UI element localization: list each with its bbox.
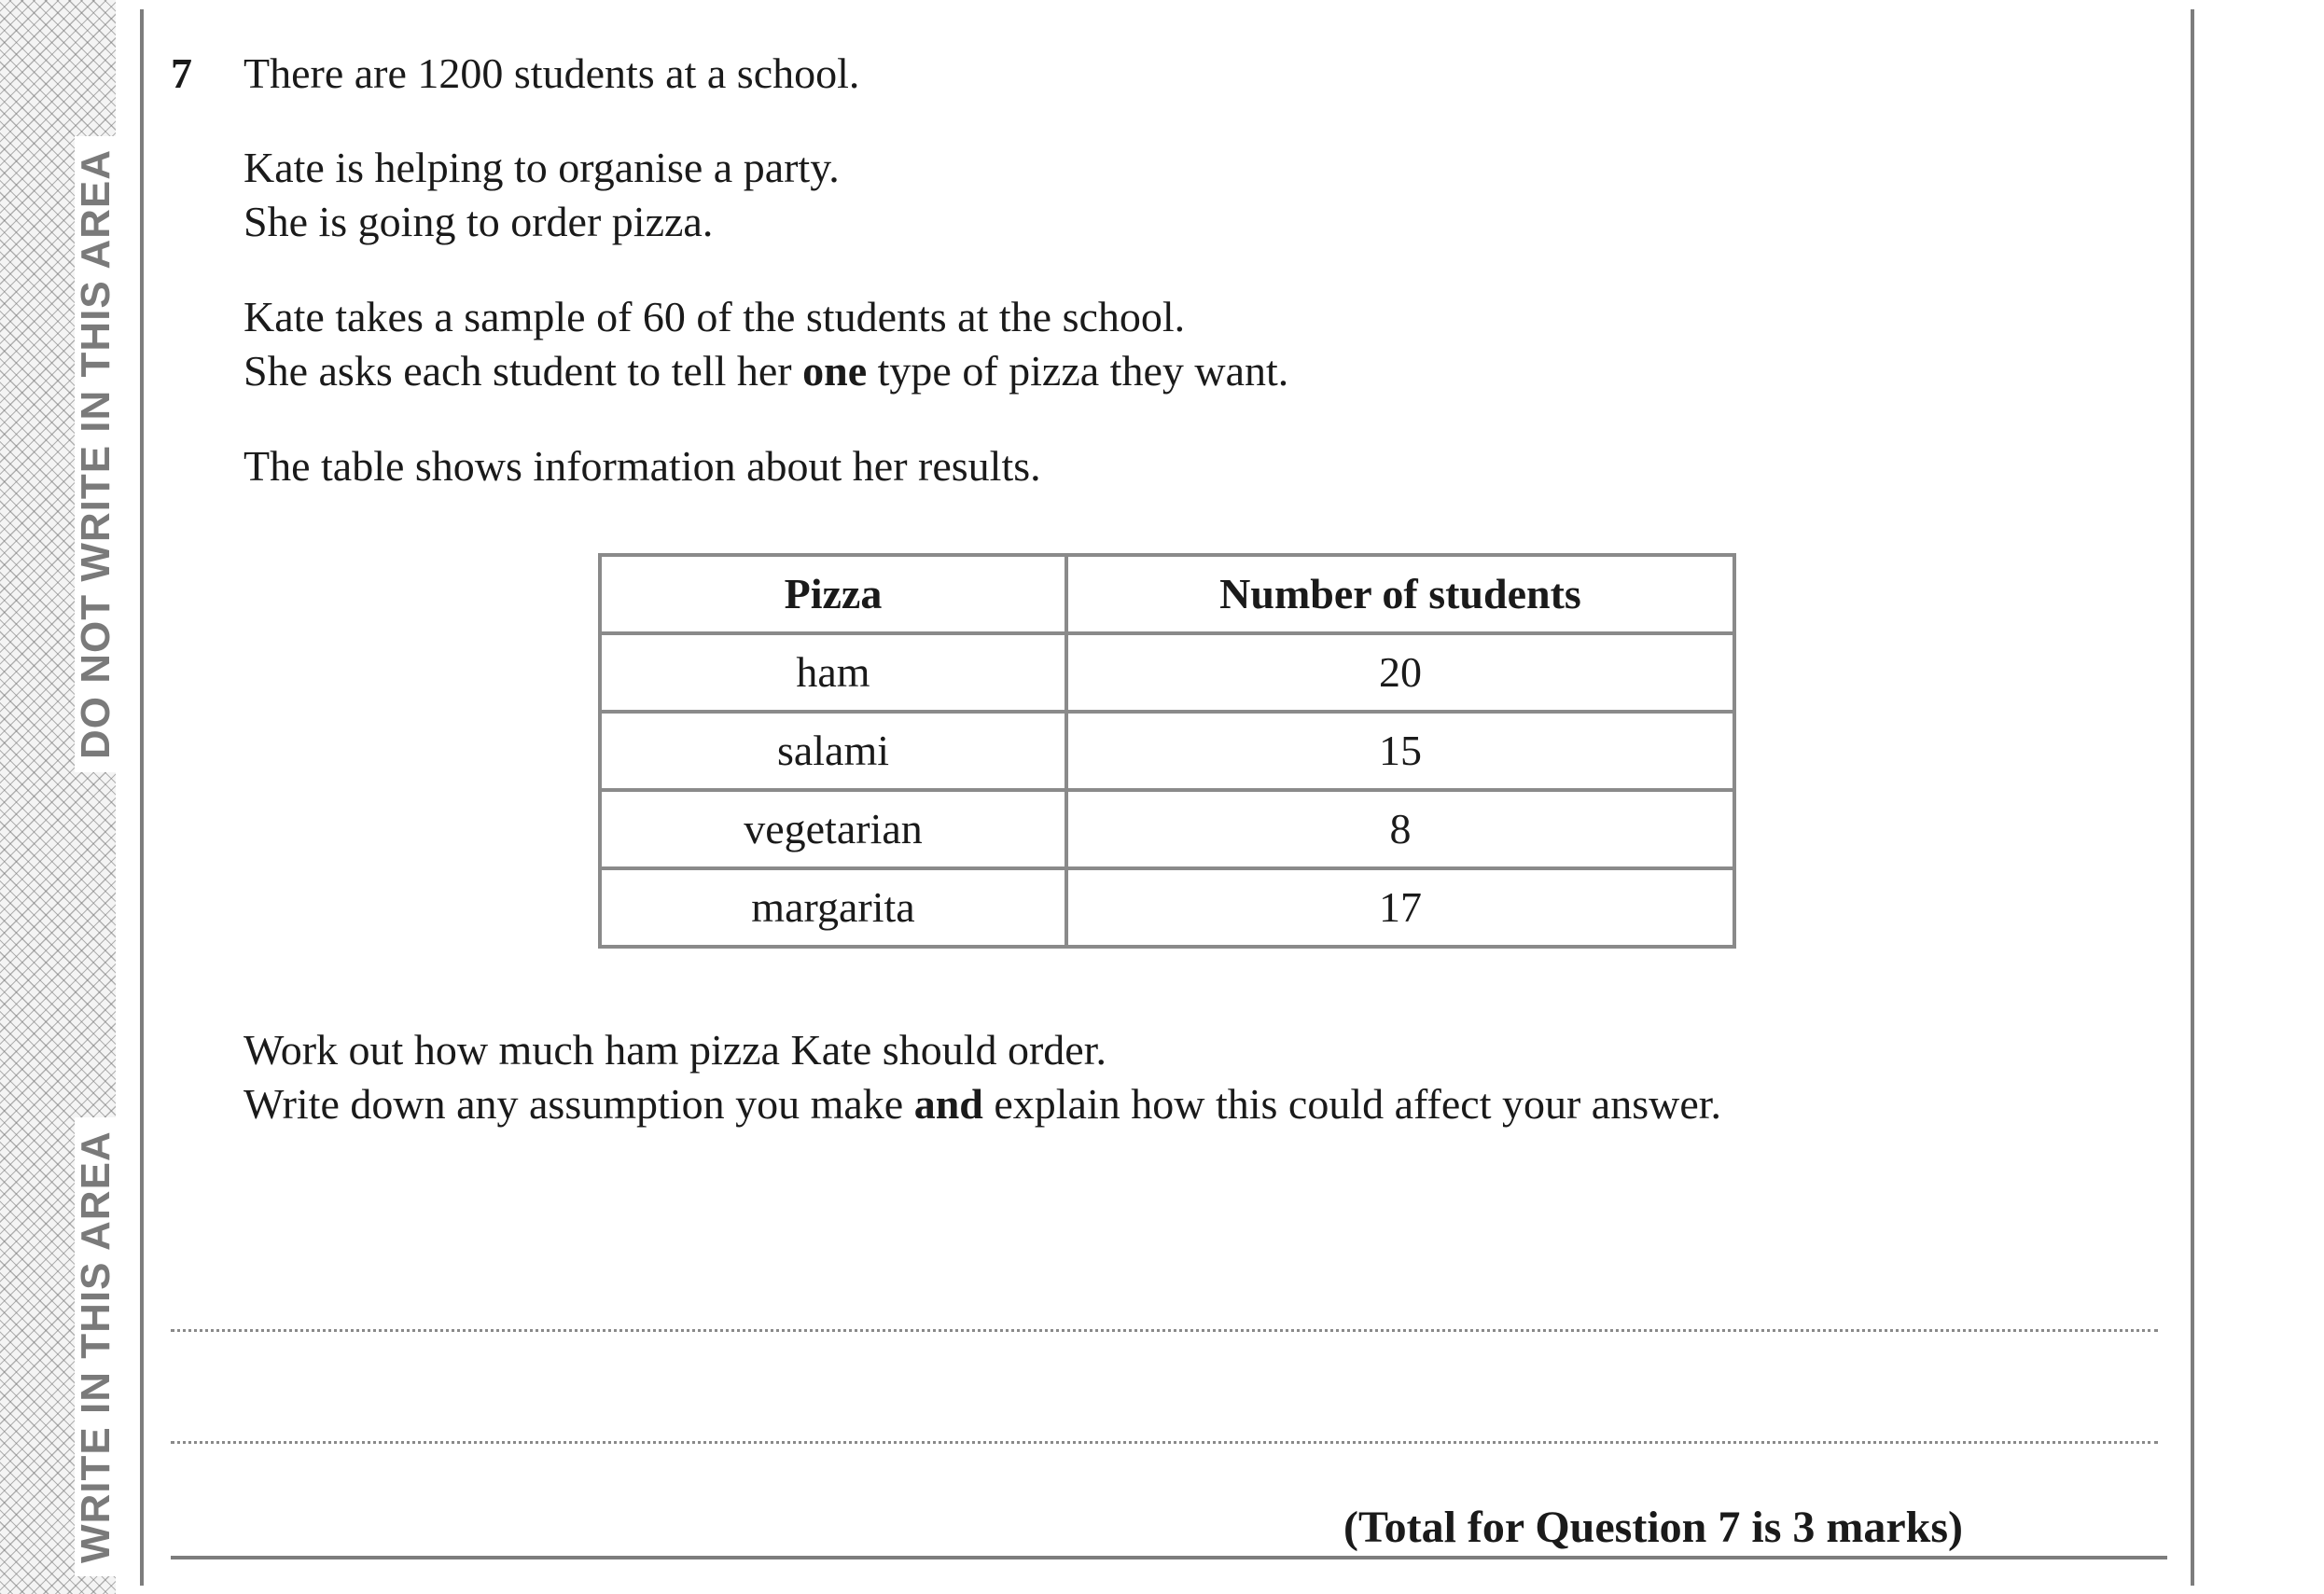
sample-line: Kate takes a sample of 60 of the students at the school. — [244, 293, 1186, 340]
results-table — [598, 553, 1736, 949]
table-row — [600, 712, 1734, 790]
context-line-2: She is going to order pizza. — [244, 198, 714, 245]
table-row — [600, 868, 1734, 947]
task-paragraph — [244, 1023, 1721, 1131]
question-intro — [244, 47, 859, 101]
margin-warning-top: DO NOT WRITE IN THIS AREA — [75, 136, 118, 772]
ask-after: type of pizza they want. — [867, 347, 1289, 395]
header-number-of-students: Number of students — [1066, 555, 1734, 633]
ask-line — [244, 344, 1288, 398]
assume-before: Write down any assumption you make — [244, 1080, 914, 1128]
header-pizza: Pizza — [600, 555, 1066, 633]
task-line: Work out how much ham pizza Kate should order. — [244, 1026, 1107, 1074]
table-row — [600, 633, 1734, 712]
count-cell: 20 — [1066, 633, 1734, 712]
intro-line: There are 1200 students at a school. — [244, 49, 860, 97]
pizza-cell: salami — [600, 712, 1066, 790]
count-cell: 8 — [1066, 790, 1734, 868]
assume-after: explain how this could affect your answer. — [982, 1080, 1722, 1128]
pizza-cell: vegetarian — [600, 790, 1066, 868]
question-number: 7 — [171, 49, 192, 97]
count-cell: 15 — [1066, 712, 1734, 790]
bottom-rule — [171, 1556, 2167, 1559]
assume-bold: and — [913, 1080, 983, 1128]
margin-warning-bottom: WRITE IN THIS AREA — [75, 1117, 118, 1576]
context-paragraph — [244, 141, 840, 249]
table-intro-line: The table shows information about her results. — [244, 442, 1041, 490]
pizza-cell: margarita — [600, 868, 1066, 947]
context-line-1: Kate is helping to organise a party. — [244, 144, 840, 191]
answer-line[interactable] — [171, 1329, 2158, 1332]
answer-line[interactable] — [171, 1441, 2158, 1444]
table-row — [600, 790, 1734, 868]
ask-before: She asks each student to tell her — [244, 347, 803, 395]
right-border-rule — [2191, 9, 2194, 1586]
count-cell: 17 — [1066, 868, 1734, 947]
sample-paragraph — [244, 290, 1288, 398]
left-border-rule — [140, 9, 144, 1586]
pizza-cell: ham — [600, 633, 1066, 712]
table-header-row — [600, 555, 1734, 633]
table-intro-paragraph — [244, 439, 1041, 493]
total-marks: (Total for Question 7 is 3 marks) — [1343, 1503, 1964, 1552]
assumption-line — [244, 1077, 1721, 1131]
ask-bold: one — [802, 347, 868, 395]
